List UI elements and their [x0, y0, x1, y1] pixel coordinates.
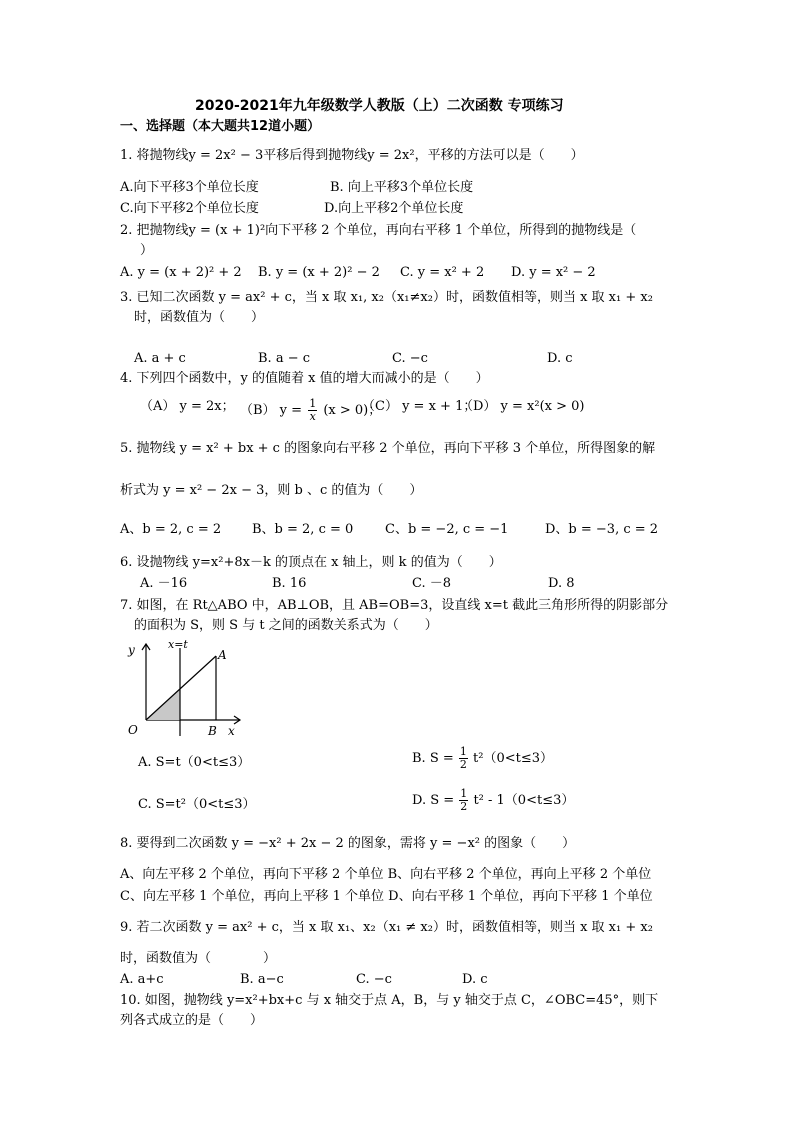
q2-option-a: A. y = (x + 2)² + 2 — [120, 265, 242, 280]
q1-stem: 1. 将抛物线y = 2x² − 3平移后得到抛物线y = 2x²，平移的方法可以是（ ） — [120, 148, 584, 163]
q4-fraction — [308, 398, 317, 423]
q5-stem-line2: 析式为 y = x² − 2x − 3，则 b 、c 的值为（ ） — [120, 483, 423, 498]
q4-fraction-denominator: x — [309, 410, 316, 423]
q9-option-d: D. c — [462, 972, 488, 987]
q7-figure — [118, 636, 250, 740]
q7-option-d-fraction — [459, 788, 468, 813]
page-title: 2020-2021年九年级数学人教版（上）二次函数 专项练习 — [195, 98, 564, 114]
q5-option-c: C、b = −2, c = −1 — [385, 522, 509, 537]
q6-option-d: D. 8 — [548, 576, 575, 591]
q7-option-b-suffix: t²（0<t≤3） — [473, 751, 554, 766]
q2-stem-line2: ） — [140, 243, 154, 258]
q4-fraction-numerator: 1 — [309, 397, 317, 410]
q2-option-d: D. y = x² − 2 — [511, 265, 596, 280]
q6-stem: 6. 设抛物线 y=x²+8x－k 的顶点在 x 轴上，则 k 的值为（ ） — [120, 555, 502, 570]
q9-option-c: C. −c — [356, 972, 392, 987]
q7-option-b-fraction — [459, 746, 468, 771]
q7-option-d-suffix: t² - 1（0<t≤3） — [473, 793, 575, 808]
q4-option-b-prefix: （B） y = — [240, 403, 303, 418]
q10-stem-line2: 列各式成立的是（ ） — [120, 1013, 264, 1028]
q3-stem-line1: 3. 已知二次函数 y = ax² + c，当 x 取 x₁, x₂（x₁≠x₂）时，函数值相等，则当 x 取 x₁ + x₂ — [120, 290, 653, 305]
q7-label-o: O — [128, 723, 138, 737]
q8-stem: 8. 要得到二次函数 y = −x² + 2x − 2 的图象，需将 y = −x² 的图象（ ） — [120, 836, 576, 851]
q4-option-a: （A） y = 2x； — [140, 399, 235, 414]
q2-option-c: C. y = x² + 2 — [400, 265, 485, 280]
q3-option-c: C. −c — [392, 351, 428, 366]
q1-option-c: C.向下平移2个单位长度 — [120, 201, 259, 216]
q2-option-b: B. y = (x + 2)² − 2 — [258, 265, 380, 280]
q4-option-b-suffix: (x > 0)； — [323, 403, 382, 418]
q3-option-b: B. a − c — [258, 351, 311, 366]
q7-option-d-numerator: 1 — [460, 787, 468, 800]
q7-option-b — [412, 746, 553, 771]
q7-label-y: y — [128, 643, 135, 657]
q1-option-d: D.向上平移2个单位长度 — [324, 201, 464, 216]
q3-stem-line2: 时，函数值为（ ） — [134, 310, 265, 325]
q7-option-d — [412, 788, 574, 813]
q7-option-b-denominator: 2 — [459, 758, 467, 771]
q4-option-b — [240, 398, 381, 423]
q7-line-oa — [146, 656, 216, 720]
q3-option-d: D. c — [547, 351, 573, 366]
q6-option-b: B. 16 — [272, 576, 307, 591]
q5-option-b: B、b = 2, c = 0 — [252, 522, 354, 537]
q9-stem-line2: 时，函数值为（ ） — [120, 951, 277, 966]
q7-stem-line2: 的面积为 S，则 S 与 t 之间的函数关系式为（ ） — [134, 618, 438, 633]
q7-label-x: x — [228, 724, 235, 738]
q5-option-d: D、b = −3, c = 2 — [545, 522, 659, 537]
q7-option-b-numerator: 1 — [459, 745, 467, 758]
q9-option-a: A. a+c — [120, 972, 164, 987]
q1-option-a: A.向下平移3个单位长度 — [120, 180, 259, 195]
q2-stem-line1: 2. 把抛物线y = (x + 1)²向下平移 2 个单位，再向右平移 1 个单位，所得到的抛物线是（ — [120, 223, 637, 238]
q8-options-line2: C、向左平移 1 个单位，再向上平移 1 个单位 D、向右平移 1 个单位，再向下平移 1 个单位 — [120, 889, 653, 904]
q6-option-c: C. －8 — [412, 576, 452, 591]
q1-option-b: B. 向上平移3个单位长度 — [330, 180, 474, 195]
q7-option-d-prefix: D. S = — [412, 793, 455, 808]
q6-option-a: A. －16 — [140, 576, 188, 591]
q7-stem-line1: 7. 如图，在 Rt△ABO 中，AB⊥OB，且 AB=OB=3，设直线 x=t 截此三角形所得的阴影部分 — [120, 598, 669, 613]
q5-option-a: A、b = 2, c = 2 — [120, 522, 222, 537]
q5-stem-line1: 5. 抛物线 y = x² + bx + c 的图象向右平移 2 个单位，再向下平移 3 个单位，所得图象的解 — [120, 441, 656, 456]
q7-label-x-equals-t: x=t — [168, 638, 188, 651]
q4-stem: 4. 下列四个函数中，y 的值随着 x 值的增大而减小的是（ ） — [120, 371, 489, 386]
q7-option-b-prefix: B. S = — [412, 751, 454, 766]
section-heading: 一、选择题（本大题共12道小题） — [120, 119, 321, 134]
q9-option-b: B. a−c — [240, 972, 284, 987]
q9-stem-line1: 9. 若二次函数 y = ax² + c，当 x 取 x₁、x₂（x₁ ≠ x₂）时，函数值相等，则当 x 取 x₁ + x₂ — [120, 920, 653, 935]
q7-option-d-denominator: 2 — [460, 800, 468, 813]
q4-option-c: （C） y = x + 1； — [362, 399, 477, 414]
q4-option-d: （D） y = x²(x > 0) — [460, 399, 585, 414]
q7-label-b: B — [208, 724, 217, 738]
q7-option-a: A. S=t（0<t≤3） — [138, 755, 251, 770]
q3-option-a: A. a + c — [134, 351, 186, 366]
q7-option-c: C. S=t²（0<t≤3） — [138, 797, 256, 812]
q8-options-line1: A、向左平移 2 个单位，再向下平移 2 个单位 B、向右平移 2 个单位，再向上平移 2 个单位 — [120, 867, 652, 882]
q7-label-a: A — [218, 648, 227, 662]
q10-stem-line1: 10. 如图，抛物线 y=x²+bx+c 与 x 轴交于点 A，B，与 y 轴交于点 C，∠OBC=45°，则下 — [120, 993, 659, 1008]
